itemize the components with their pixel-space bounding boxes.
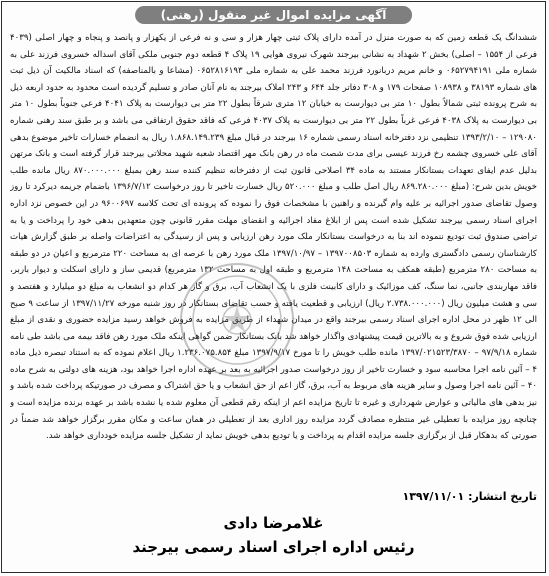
notice-title: آگهی مزایده اموال غیر منقول (رهنی) xyxy=(135,6,413,24)
auction-notice-box xyxy=(1,1,546,573)
signatory-title: رئیس اداره اجرای اسناد رسمی بیرجند xyxy=(132,538,415,556)
notice-body-text: ششدانگ یک قطعه زمین که به صورت منزل در آمده دارای پلاک ثبتی چهار هزار و سی و نه فرعی از یکهزار و پانصد و پنجاه و چهار اصلی (۴۰۳۹ فرعی از ۱۵۵۴ – اصلی) بخش ۲ شهداد به نشانی بیرجند شهرک نیروی هوایی ۱۹ پلاک ۴ قطعه دوم جنوبی ملکی آقای اسداله خسروی فرزند علی به شماره ملی ۰۶۵۲۷۹۴۱۹۱ و خانم مریم دربانورد فرزند محمد علی به شماره ملی ۰۶۵۲۸۱۶۱۹۳ (مشاعا و بالمناصفه) که اسناد مالکیت آن ذیل ثبت های شماره ۳۸۱۹۳ و ۱۰۸۹۳۸ صفحات ۱۷۹ و ۳۰۸ دفاتر جلد ۶۴۴ و ۲۴۳ املاک بیرجند به نام آنان صادر و تسلیم گردیده است محدود به حدود اربعه ذیل به شرح پرونده ثبتی شمالاً بطول ۱۰ متر بی دیوارست به خیابان ۱۲ متری شرقاً بطول ۲۲ متر بی دیوارست به پلاک ۴۰۴۱ فرعی جنوباً بطول ۱۰ متر بی دیوارست به پلاک ۴۰۳۸ فرعی غرباً بطول ۲۲ متر بی دیوارست به پلاک ۴۰۳۷ فرعی که فاقد حقوق ارتفاقی می باشد و بر طبق سند رهنی شماره ۱۲۹۰۸۰ – ۱۳۹۳/۲/۱۰ تنظیمی نزد دفترخانه اسناد رسمی شماره ۱۶ بیرجند در قبال مبلغ ۱.۸۶۸.۱۴۹.۲۳۹ ریال به انضمام خسارات تاخیر موضوع بدهی آقای علی خسروی چشمه رخ فرزند عیسی برای مدت شصت ماه در رهن بانک مهر اقتصاد شعبه شهید محلاتی بیرجند قرار گرفته است و بانک مرتهن بدلیل عدم ایفای تعهدات بستانکار مستند به ماده ۳۴ اصلاحی قانون ثبت از دفترخانه تنظیم کننده سند رهن بمبلغ ۸۷۰.۰۰۰.۰۰۰ ریال مانده طلب خویش بدین شرح: (مبلغ ۸۶۹.۲۸۰.۰۰۰ ریال اصل طلب و مبلغ ۵۲۰.۰۰۰ ریال خسارت تاخیر تا روز درخواست ۱۳۹۶/۷/۱۲ باضمام جریمه دیرکرد تا روز وصول تقاضای صدور اجرائیه بر علیه وام گیرنده و راهنین با مشخصات فوق را نموده که پرونده ای تحت کلاسه ۹۶۰۰۶۹۷ در این خصوص نزد اداره اجرای اسناد رسمی بیرجند تشکیل شده است پس از ابلاغ مفاد اجرائیه و انقضای مهلت مقرر قانونی چون متعهدین بدهی خود را پرداخت و یا به تراضی صندوق ثبت تودیع ننموده اند بنا به درخواست بستانکار ملک مورد رهن ارزیابی و پس از رسیدگی به اعتراضات واصله بر طبق گزارش هیات کارشناسان رسمی دادگستری وارده به شماره ۱۳۹۷۰۰۸۵۰۳ – ۱۳۹۷/۱۰/۹۷ ملک مورد رهن با عرصه ای به مساحت ۲۲۰ مترمربع و اعیان در دو طبقه به مساحت ۲۸۰ مترمربع (طبقه همکف به مساحت ۱۴۸ مترمربع و طبقه اول به مساحت ۱۳۲ مترمربع) قدیمی ساز و دارای اسکلت و دیوار باربر، فاقد مهاربندی جانبی، نما سنگ، کف موزائیک و دارای کابینت فلزی با یک انشعاب آب، برق و گاز هر کدام دو انشعاب به مبلغ دو میلیارد و هفتصد و سی و هشت میلیون ریال (۲.۷۳۸.۰۰۰.۰۰۰ ریال) ارزیابی و قطعیت یافته و حسب تقاضای بستانکار در روز شنبه مورخه ۱۳۹۷/۱۱/۲۷ از ساعت ۹ صبح الی ۱۲ ظهر در محل اداره اجرای اسناد رسمی بیرجند واقع در میدان شهداء از طریق مزایده به فروش خواهد رسید مزایده حضوری و نقدی از مبلغ ارزیابی شده فوق شروع و به بالاترین قیمت پیشنهادی واگذار خواهد شد بانک بستانکار ضمن گواهی اینکه ملک مورد رهن فاقد بیمه می باشد طی نامه شماره ۹۷/۹/۱۸ – ۱۳۹۷/۰۲۱۵۲۳/۳۸۷۰ مانده طلب خویش را تا مورخ ۱۳۹۷/۹/۱۷ مبلغ ۱.۲۳۶.۰۷۵.۸۵۴ ریال اعلام نموده که به استناد تبصره ذیل ماده ۴ – آئین نامه اجرا محاسبه سود و خسارت تاخیر از روز درخواست صدور اجرائیه به بعد بر عهده اداره اجرا خواهد بود، هزینه های دولتی به شرح ماده ۴۰ – آئین نامه اجرا وصول و سایر هزینه های مربوط به آب، برق، گاز اعم از حق انشعاب و یا حق اشتراک و مصرف در صورتیکه پرداخت شده باشد و نیز بدهی های مالیاتی و عوارض شهرداری و غیره تا تاریخ مزایده اعم از اینکه رقم قطعی آن معلوم شده یا نشده باشد بر عهده برنده مزایده است و چنانچه روز مزایده با تعطیلی غیر منتظره مصادف گردد مزایده روز اداری بعد از تعطیلی در همان ساعت و مکان مقرر برگزار خواهد شد ضمناً در صورتی که بدهکار قبل از برگزاری جلسه مزایده اقدام به پرداخت و یا تودیع بدهی خویش نماید از تشکیل جلسه مزایده خودداری خواهد شد. xyxy=(10,33,537,442)
publication-date: تاریخ انتشار: ۱۳۹۷/۱۱/۰۱ xyxy=(402,490,537,503)
signatory-name: غلامرضا دادی xyxy=(223,514,324,532)
